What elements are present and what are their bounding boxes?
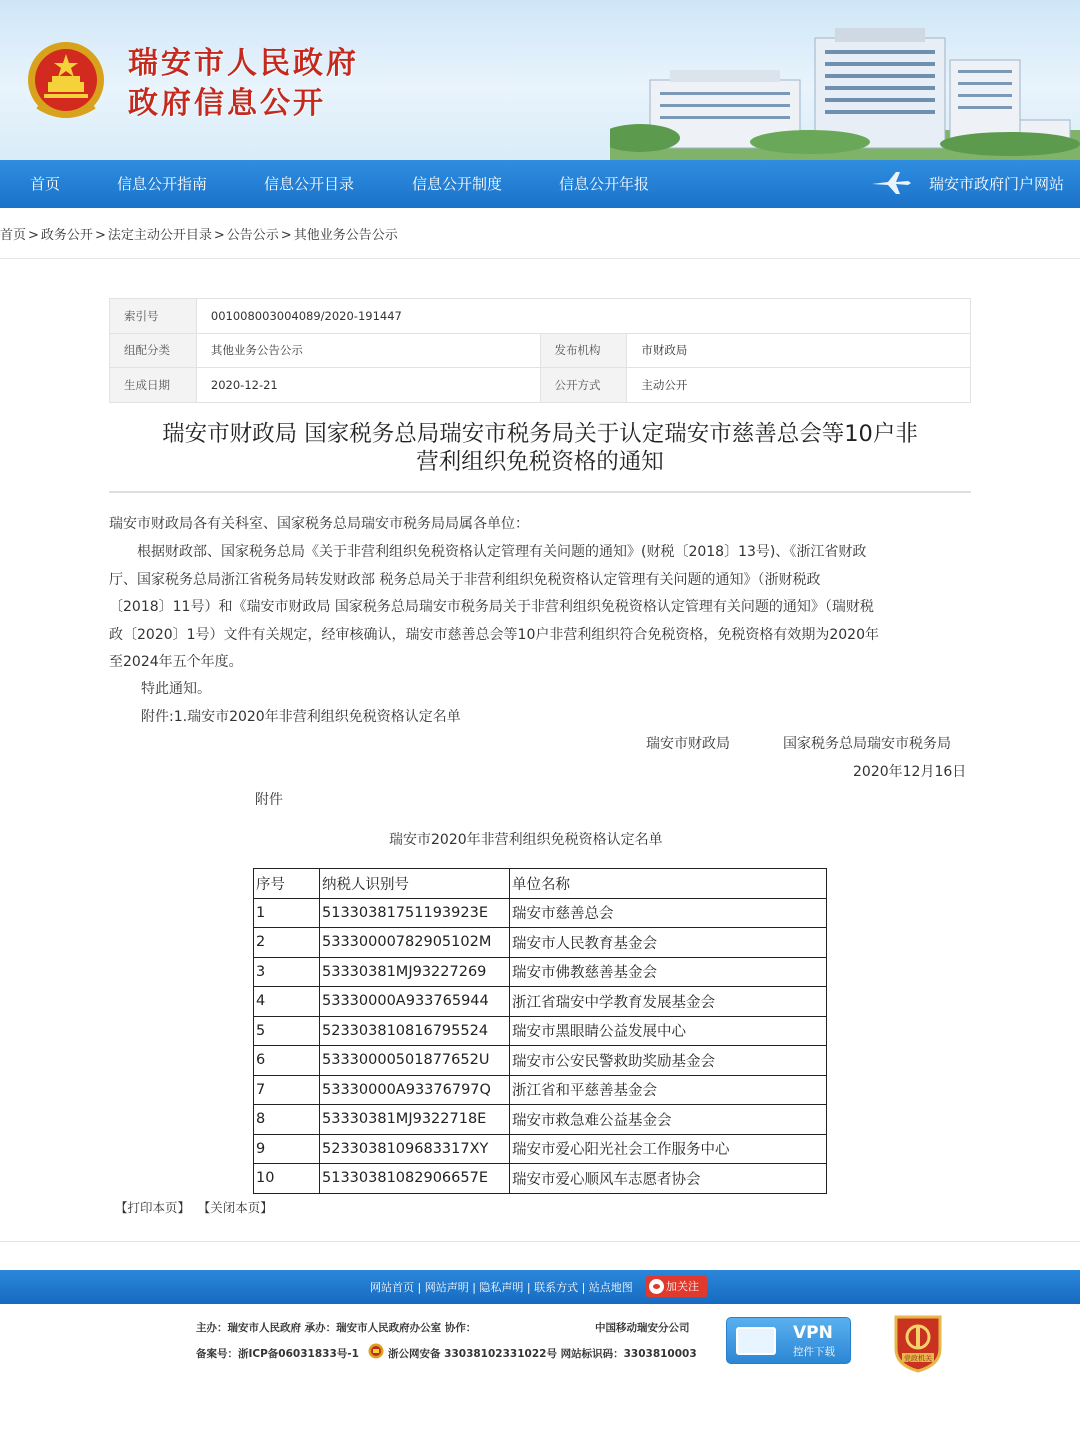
header-banner: [0, 0, 1080, 160]
table-row: [254, 1075, 827, 1105]
breadcrumb-other-notices[interactable]: 其他业务公告公示: [293, 228, 398, 243]
page-actions: [115, 1198, 287, 1216]
site-title-line2: 政府信息公开: [128, 86, 326, 121]
sign-date: 2020年12月16日: [853, 764, 967, 780]
row-seq: 5: [254, 1016, 320, 1046]
row-taxpayer-id: 51330381082906657E: [320, 1164, 510, 1194]
row-org-name: 瑞安市公安民警救助奖励基金会: [510, 1046, 827, 1076]
date-label: 生成日期: [110, 368, 197, 403]
table-row: [254, 1046, 827, 1076]
nav-catalog[interactable]: 信息公开目录: [264, 175, 355, 193]
header-seq: 序号: [254, 869, 320, 899]
date-value: 2020-12-21: [196, 368, 540, 403]
table-row: [254, 987, 827, 1017]
row-seq: 10: [254, 1164, 320, 1194]
body-line: 至2024年五个年度。: [109, 654, 243, 670]
row-seq: 2: [254, 928, 320, 958]
row-taxpayer-id: 53330000501877652U: [320, 1046, 510, 1076]
row-org-name: 瑞安市黑眼睛公益发展中心: [510, 1016, 827, 1046]
row-org-name: 瑞安市佛教慈善基金会: [510, 957, 827, 987]
row-seq: 3: [254, 957, 320, 987]
follow-weibo-button[interactable]: [646, 1276, 707, 1297]
attachment-line: 附件:1.瑞安市2020年非营利组织免税资格认定名单: [141, 709, 461, 725]
footer-links[interactable]: 网站首页 | 网站声明 | 隐私声明 | 联系方式 | 站点地图: [370, 1281, 633, 1294]
vpn-title: VPN: [793, 1323, 833, 1343]
row-seq: 7: [254, 1075, 320, 1105]
footer-partner: 中国移动瑞安分公司: [595, 1322, 690, 1334]
row-seq: 6: [254, 1046, 320, 1076]
breadcrumb: 首页 > 政务公开 > 法定主动公开目录 > 公告公示 > 其他业务公告公示: [0, 228, 398, 243]
publisher-label: 发布机构: [540, 333, 627, 368]
body-line: 厅、国家税务总局浙江省税务局转发财政部 税务总局关于非营利组织免税资格认定管理有关问题的通知》（浙财税政: [109, 571, 821, 588]
monitor-icon: [736, 1327, 776, 1355]
row-org-name: 瑞安市救急难公益基金会: [510, 1105, 827, 1135]
signer-tax-bureau: 国家税务总局瑞安市税务局: [783, 736, 951, 752]
nav-system[interactable]: 信息公开制度: [412, 175, 503, 193]
vpn-download-button[interactable]: [726, 1317, 851, 1364]
table-row: [254, 1164, 827, 1194]
annex-title: 瑞安市2020年非营利组织免税资格认定名单: [389, 832, 663, 848]
breadcrumb-home[interactable]: 首页: [0, 228, 27, 243]
row-taxpayer-id: 53330381MJ9322718E: [320, 1105, 510, 1135]
row-org-name: 瑞安市人民教育基金会: [510, 928, 827, 958]
breadcrumb-notices[interactable]: 公告公示: [226, 228, 279, 243]
row-org-name: 瑞安市爱心顺风车志愿者协会: [510, 1164, 827, 1194]
main-nav: [0, 160, 1080, 208]
row-taxpayer-id: 51330381751193923E: [320, 898, 510, 928]
title-divider: [109, 491, 971, 493]
document-title-line2: 营利组织免税资格的通知: [416, 449, 664, 475]
table-row: [254, 928, 827, 958]
row-taxpayer-id: 52330381081679552​4: [320, 1016, 510, 1046]
body-line: 政〔2020〕1号）文件有关规定，经审核确认，瑞安市慈善总会等10户非营利组织符合免税资格，免税资格有效期为2020年: [109, 626, 879, 643]
body-line: 根据财政部、国家税务总局《关于非营利组织免税资格认定管理有关问题的通知》(财税〔2018〕13号)、《浙江省财政: [109, 544, 867, 560]
body-line: 〔2018〕11号）和《瑞安市财政局 国家税务总局瑞安市税务局关于非营利组织免税资格认定管理有关问题的通知》（瑞财税: [109, 599, 874, 615]
table-row: [254, 898, 827, 928]
index-value: 001008003004089/2020-191447: [196, 299, 970, 334]
open-mode-value: 主动公开: [627, 368, 971, 403]
signer-finance-bureau: 瑞安市财政局: [646, 736, 730, 752]
document-body: [109, 539, 971, 677]
party-government-badge-icon[interactable]: [892, 1313, 944, 1373]
print-page-link[interactable]: 【打印本页】: [115, 1200, 191, 1215]
government-buildings-illustration: [610, 20, 1080, 160]
row-seq: 8: [254, 1105, 320, 1135]
row-taxpayer-id: 5233038109683317XY: [320, 1134, 510, 1164]
row-org-name: 瑞安市爱心阳光社会工作服务中心: [510, 1134, 827, 1164]
salutation: 瑞安市财政局各有关科室、国家税务总局瑞安市税务局局属各单位：: [109, 516, 529, 532]
footer-sponsor: 主办：瑞安市人民政府 承办：瑞安市人民政府办公室 协作：: [196, 1322, 477, 1334]
site-title: [128, 44, 359, 124]
row-seq: 4: [254, 987, 320, 1017]
follow-label: 加关注: [666, 1280, 699, 1293]
badge-text: 党政机关: [904, 1354, 932, 1363]
portal-link[interactable]: 瑞安市政府门户网站: [928, 175, 1064, 193]
category-value: 其他业务公告公示: [196, 333, 540, 368]
breadcrumb-catalog[interactable]: 法定主动公开目录: [107, 228, 212, 243]
header-org-name: 单位名称: [510, 869, 827, 899]
table-header-row: [254, 869, 827, 899]
police-badge-icon: [368, 1343, 384, 1359]
row-taxpayer-id: 53330000A933765944: [320, 987, 510, 1017]
open-mode-label: 公开方式: [540, 368, 627, 403]
row-org-name: 浙江省和平慈善基金会: [510, 1075, 827, 1105]
annex-label: 附件: [255, 792, 283, 808]
national-emblem-icon: [26, 38, 106, 122]
row-org-name: 浙江省瑞安中学教育发展基金会: [510, 987, 827, 1017]
footer-police-record[interactable]: 浙公网安备 33038102331022号 网站标识码：3303810003: [388, 1348, 697, 1360]
row-taxpayer-id: 53330000A93376797Q: [320, 1075, 510, 1105]
index-label: 索引号: [110, 299, 197, 334]
table-row: [254, 1134, 827, 1164]
row-taxpayer-id: 53330000782905102M: [320, 928, 510, 958]
annex-table: [253, 868, 827, 1194]
row-seq: 1: [254, 898, 320, 928]
footer-icp[interactable]: 备案号：浙ICP备06031833号-1: [196, 1348, 359, 1360]
close-page-link[interactable]: 【关闭本页】: [204, 1200, 273, 1215]
nav-guide[interactable]: 信息公开指南: [117, 175, 208, 193]
closing-text: 特此通知。: [141, 681, 211, 697]
document-title: [109, 420, 971, 476]
table-row: [254, 1016, 827, 1046]
category-label: 组配分类: [110, 333, 197, 368]
publisher-value: 市财政局: [627, 333, 971, 368]
site-title-line1: 瑞安市人民政府: [128, 46, 359, 81]
nav-annual-report[interactable]: 信息公开年报: [559, 175, 650, 193]
breadcrumb-public-affairs[interactable]: 政务公开: [40, 228, 93, 243]
document-title-line1: 瑞安市财政局 国家税务总局瑞安市税务局关于认定瑞安市慈善总会等10户非: [162, 421, 918, 447]
document-meta-table: [109, 298, 971, 403]
nav-home[interactable]: 首页: [30, 175, 61, 193]
airplane-icon: [870, 170, 912, 196]
weibo-icon: [649, 1279, 664, 1294]
header-taxpayer-id: 纳税人识别号: [320, 869, 510, 899]
row-org-name: 瑞安市慈善总会: [510, 898, 827, 928]
row-seq: 9: [254, 1134, 320, 1164]
table-row: [254, 957, 827, 987]
row-taxpayer-id: 53330381MJ93227269: [320, 957, 510, 987]
table-row: [254, 1105, 827, 1135]
vpn-subtitle: 控件下载: [793, 1346, 835, 1358]
